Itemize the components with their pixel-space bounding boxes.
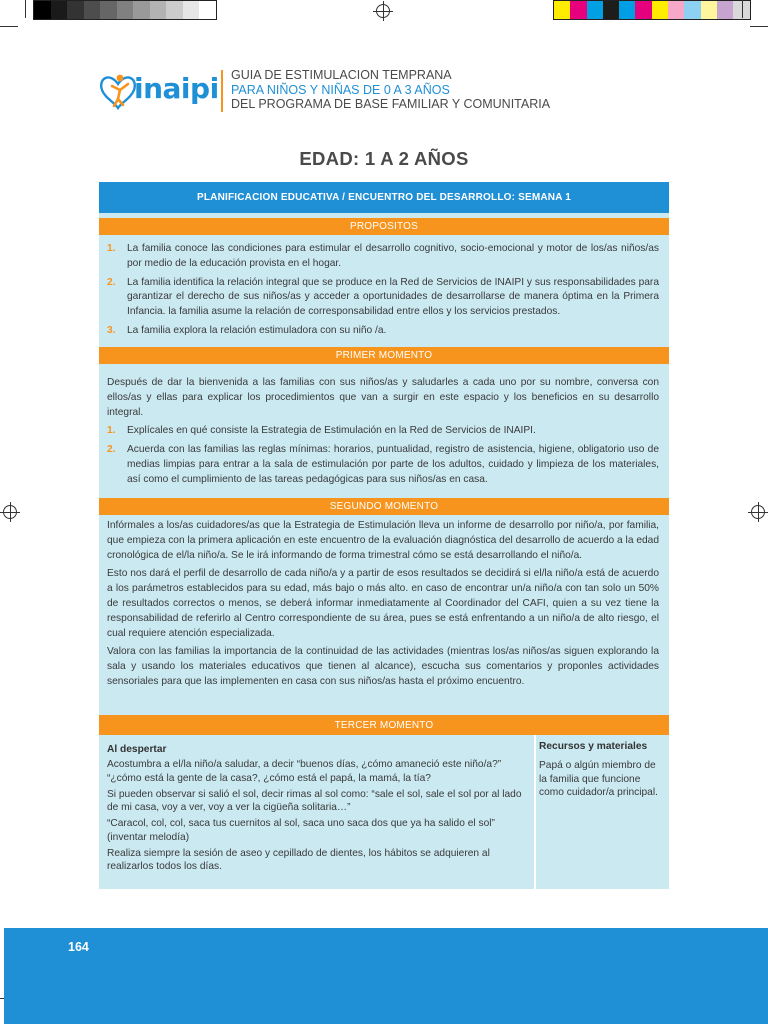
page-number: 164 bbox=[68, 940, 89, 954]
paragraph: Después de dar la bienvenida a las familias con sus niños/as y saludarles a cada uno por su nombre, conversa con ellos/as y ellas para explicar los procedimientos que van a surgir en este espacio y los beneficios en su desarrollo integral. bbox=[107, 377, 659, 418]
propositos-section bbox=[107, 242, 659, 343]
list-item: 2. La familia identifica la relación integral que se produce en la Red de Servicios de INAIPI y sus responsabilidades para garantizar el derecho de sus niños/as y acceder a oportunidades de desarrollarse de manera óptima en la Primera Infancia. la familia asume la relación de corresponsabilidad entre ellos y los servicios prestados. bbox=[107, 276, 659, 318]
section-heading-primer-momento: PRIMER MOMENTO bbox=[99, 347, 669, 364]
paragraph: Realiza siempre la sesión de aseo y cepillado de dientes, los hábitos se adquieren al realizarlos todos los días. bbox=[107, 848, 490, 873]
color-swatch bbox=[652, 1, 668, 19]
grey-calibration-strip bbox=[33, 0, 217, 20]
grey-swatch bbox=[100, 1, 117, 19]
publication-title-line1: GUIA DE ESTIMULACION TEMPRANA bbox=[231, 68, 452, 82]
grey-swatch bbox=[117, 1, 134, 19]
color-swatch bbox=[668, 1, 684, 19]
registration-mark-icon bbox=[376, 4, 390, 18]
planning-header-bar: PLANIFICACION EDUCATIVA / ENCUENTRO DEL DESARROLLO: SEMANA 1 bbox=[99, 182, 669, 213]
paragraph: “Caracol, col, col, saca tus cuernitos al sol, saca uno saca dos que ya ha salido el sol” (inventar melodía) bbox=[107, 818, 495, 843]
tercer-momento-activities bbox=[107, 743, 527, 877]
paragraph: Acostumbra a el/la niño/a saludar, a decir “buenos días, ¿cómo amaneció este niño/a?” “¿cómo está la gente de la casa?, ¿cómo está el papá, la mamá, la tía? bbox=[107, 759, 502, 784]
list-item: 3. La familia explora la relación estimuladora con su niño /a. bbox=[107, 324, 387, 336]
grey-swatch bbox=[34, 1, 51, 19]
color-swatch bbox=[570, 1, 586, 19]
color-swatch bbox=[701, 1, 717, 19]
grey-swatch bbox=[150, 1, 167, 19]
publication-title bbox=[231, 68, 550, 112]
color-calibration-strip bbox=[553, 0, 751, 20]
paragraph: Valora con las familias la importancia de la continuidad de las actividades (mientras los/as niños/as siguen explorando la sala y usando los materiales educativos que tienen al alcance), escucha sus comentarios y proponles actividades sensoriales para que las implementen en casa con sus niños/as hasta el próximo encuentro. bbox=[107, 646, 659, 687]
registration-mark-icon bbox=[3, 505, 17, 519]
page-title: EDAD: 1 A 2 AÑOS bbox=[299, 148, 469, 169]
publication-title-line2: PARA NIÑOS Y NIÑAS DE 0 A 3 AÑOS bbox=[231, 82, 450, 97]
list-item: 1. La familia conoce las condiciones para estimular el desarrollo cognitivo, socio-emocional y motor de los/as niños/as por medio de la educación provista en el hogar. bbox=[107, 243, 659, 269]
resources-text: Papá o algún miembro de la familia que funcione como cuidador/a principal. bbox=[539, 760, 658, 798]
inaipi-logo bbox=[98, 70, 228, 116]
crop-mark bbox=[750, 26, 768, 27]
paragraph: Infórmales a los/as cuidadores/as que la Estrategia de Estimulación lleva un informe de desarrollo por niño/a, por familia, que empieza con la primera aplicación en este encuentro de la evaluación diagnóstica del desarrollo de acuerdo a la edad cronológica de el/la niño/a. Se le irá informando de forma trimestral cómo se está desarrollando el niño/a. bbox=[107, 520, 659, 561]
primer-momento-section bbox=[107, 376, 659, 492]
planning-table bbox=[99, 182, 669, 889]
resources-heading: Recursos y materiales bbox=[539, 741, 648, 752]
section-heading-tercer-momento: TERCER MOMENTO bbox=[99, 715, 669, 735]
section-heading-propositos: PROPOSITOS bbox=[99, 218, 669, 235]
registration-mark-icon bbox=[751, 505, 765, 519]
color-swatch bbox=[717, 1, 733, 19]
resources-column bbox=[539, 740, 664, 799]
section-heading-segundo-momento: SEGUNDO MOMENTO bbox=[99, 498, 669, 515]
grey-swatch bbox=[166, 1, 183, 19]
list-item: 1. Explícales en qué consiste la Estrategia de Estimulación en la Red de Servicios de INAIPI. bbox=[107, 425, 536, 437]
grey-swatch bbox=[84, 1, 101, 19]
publication-title-line3: DEL PROGRAMA DE BASE FAMILIAR Y COMUNITARIA bbox=[231, 97, 551, 111]
crop-mark bbox=[742, 0, 743, 18]
color-swatch bbox=[635, 1, 651, 19]
paragraph: Si pueden observar si salió el sol, decir rimas al sol como: “sale el sol, sale el sol por al lado de mi casa, voy a ver, voy a ver la cigüeña solitaria…” bbox=[107, 788, 522, 814]
page-footer bbox=[4, 928, 768, 1024]
segundo-momento-section bbox=[107, 519, 659, 694]
logo-wordmark: inaipi bbox=[134, 72, 219, 105]
grey-swatch bbox=[133, 1, 150, 19]
crop-mark bbox=[0, 26, 18, 27]
paragraph: Esto nos dará el perfil de desarrollo de cada niño/a y a partir de esos resultados se decidirá si el/la niño/a está de acuerdo a los parámetros establecidos para su edad, más bajo o más alto. en caso de encontrar un/a niño/a con tan solo un 50% de resultados correctos o menos, se deberá informar inmediatamente al Coordinador del CAFI, quien a su vez tiene la responsabilidad de referirlo al Centro correspondiente de su área, pues se está enfrentando a un niño/a de alto riesgo, el cual requiere atención especializada. bbox=[107, 568, 659, 639]
color-swatch bbox=[684, 1, 700, 19]
color-swatch bbox=[554, 1, 570, 19]
grey-swatch bbox=[183, 1, 200, 19]
crop-mark bbox=[25, 0, 26, 18]
color-swatch bbox=[603, 1, 619, 19]
grey-swatch bbox=[67, 1, 84, 19]
activity-subheading: Al despertar bbox=[107, 744, 167, 755]
color-swatch bbox=[619, 1, 635, 19]
grey-swatch bbox=[199, 1, 216, 19]
grey-swatch bbox=[51, 1, 68, 19]
list-item: 2. Acuerda con las familias las reglas mínimas: horarios, puntualidad, registro de asistencia, higiene, obligatorio uso de medias limpias para entrar a la sala de estimulación por parte de los adultos, cuidado y limpieza de los materiales, así como el cumplimiento de las tareas pedagógicas para sus niños/as en casa. bbox=[107, 444, 659, 485]
child-figure-icon bbox=[98, 70, 138, 116]
color-swatch bbox=[587, 1, 603, 19]
header-divider bbox=[221, 70, 223, 112]
column-divider bbox=[534, 735, 536, 889]
